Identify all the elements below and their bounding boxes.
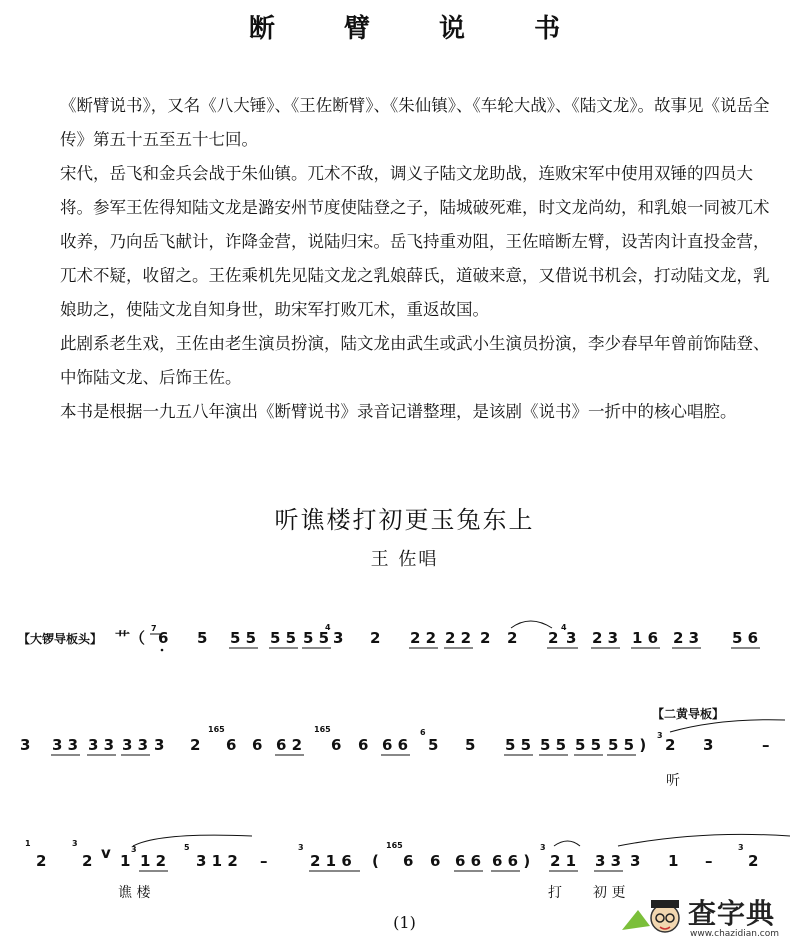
svg-text:2: 2 [665, 736, 676, 754]
svg-text:1: 1 [668, 852, 679, 870]
svg-text:6 6: 6 6 [382, 736, 409, 754]
svg-text:2: 2 [748, 852, 759, 870]
svg-text:6: 6 [358, 736, 369, 754]
svg-text:2 3: 2 3 [673, 629, 700, 647]
page-number: (1) [393, 913, 416, 932]
svg-text:3: 3 [657, 731, 663, 740]
paragraph-2: 宋代，岳飞和金兵会战于朱仙镇。兀术不敌，调义子陆文龙助战，连败宋军中使用双锤的四员大将。参军王佐得知陆文龙是潞安州节度使陆登之子，陆城破死难，时文龙尚幼，和乳娘一同被兀术收养，乃向岳飞献计，诈降金营，说陆归宋。岳飞持重劝阻，王佐暗断左臂，设苦肉计直投金营，兀术不疑，收留之。王佐乘机先见陆文龙之乳娘薛氏，道破来意，又借说书机会，打动陆文龙，乳娘助之，使陆文龙自知身世，助宋军打败兀术，重返故国。 [60, 164, 770, 319]
svg-text:6: 6 [331, 736, 342, 754]
svg-text:3: 3 [131, 845, 137, 854]
svg-text:6: 6 [158, 629, 169, 647]
svg-text:v: v [101, 844, 111, 862]
svg-text:165: 165 [386, 841, 403, 850]
svg-text:–: – [260, 852, 268, 870]
svg-text:3 1 2: 3 1 2 [196, 852, 238, 870]
page-title: 断 臂 说 书 [248, 14, 591, 44]
svg-text:2 1 6: 2 1 6 [310, 852, 352, 870]
paragraph-1: 《断臂说书》，又名《八大锤》、《王佐断臂》、《朱仙镇》、《车轮大战》、《陆文龙》。故事见《说岳全传》第五十五至五十七回。 [60, 96, 770, 149]
svg-text:2 2: 2 2 [445, 629, 472, 647]
svg-text:5: 5 [465, 736, 476, 754]
paragraph-3: 此剧系老生戏，王佐由老生演员扮演，陆文龙由武生或武小生演员扮演，李少春早年曾前饰陆登、中饰陆文龙、后饰王佐。 [60, 334, 770, 387]
svg-text:5 6: 5 6 [732, 629, 759, 647]
svg-text:6: 6 [226, 736, 237, 754]
svg-text:165: 165 [314, 725, 331, 734]
svg-text:2 2: 2 2 [410, 629, 437, 647]
svg-text:3: 3 [738, 843, 744, 852]
lyric-ting: 听 [666, 773, 680, 789]
svg-text:1 6: 1 6 [632, 629, 659, 647]
svg-text:3: 3 [72, 839, 78, 848]
svg-text:6: 6 [403, 852, 414, 870]
svg-text:2: 2 [548, 629, 559, 647]
lyric-da: 打 [548, 885, 562, 901]
svg-text:7: 7 [151, 624, 157, 633]
svg-text:6 6 ): 6 6 ) [492, 852, 531, 870]
svg-text:5 5 ): 5 5 ) [608, 736, 647, 754]
svg-text:2 3: 2 3 [592, 629, 619, 647]
song-title: 听谯楼打初更玉兔东上 [274, 506, 535, 534]
svg-text:4: 4 [325, 623, 331, 632]
svg-text:3: 3 [566, 629, 577, 647]
svg-text:6: 6 [430, 852, 441, 870]
svg-text:3: 3 [154, 736, 165, 754]
svg-text:5: 5 [197, 629, 208, 647]
svg-text:5 5: 5 5 [303, 629, 330, 647]
svg-text:3: 3 [298, 843, 304, 852]
watermark-url: www.chazidian.com [690, 929, 780, 939]
svg-text:5 5: 5 5 [575, 736, 602, 754]
svg-text:3: 3 [630, 852, 641, 870]
svg-text:3 3: 3 3 [88, 736, 115, 754]
svg-text:–: – [762, 736, 770, 754]
svg-text:3 3: 3 3 [595, 852, 622, 870]
svg-text:3 3: 3 3 [52, 736, 79, 754]
singer-credit: 王 佐唱 [370, 549, 439, 570]
score-line-2 [20, 706, 785, 789]
svg-text:3 3: 3 3 [122, 736, 149, 754]
svg-text:1: 1 [25, 839, 31, 848]
lyric-chugeng: 初 更 [593, 885, 626, 901]
watermark-text: 查字典 [688, 897, 776, 930]
svg-text:2: 2 [370, 629, 381, 647]
score-line-1 [18, 621, 760, 651]
line1-label: 【大锣导板头】 [18, 632, 103, 646]
svg-text:6 2: 6 2 [276, 736, 303, 754]
svg-text:2: 2 [190, 736, 201, 754]
svg-text:5 5: 5 5 [540, 736, 567, 754]
svg-text:1 2: 1 2 [140, 852, 167, 870]
svg-text:5 5: 5 5 [230, 629, 257, 647]
svg-text:(: ( [372, 852, 379, 870]
svg-text:3: 3 [333, 629, 344, 647]
line2-label: 【二黄导板】 [652, 707, 725, 721]
svg-text:5: 5 [428, 736, 439, 754]
line1-symbol: 艹（ [115, 629, 146, 647]
svg-text:3: 3 [540, 843, 546, 852]
svg-text:1: 1 [120, 852, 131, 870]
svg-text:6: 6 [252, 736, 263, 754]
svg-text:2: 2 [36, 852, 47, 870]
paragraph-4: 本书是根据一九五八年演出《断臂说书》录音记谱整理，是该剧《说书》一折中的核心唱腔。 [60, 402, 737, 421]
svg-text:2: 2 [507, 629, 518, 647]
svg-text:6: 6 [420, 728, 426, 737]
svg-text:5: 5 [184, 843, 190, 852]
lyric-qiaolou: 谯 楼 [118, 885, 151, 901]
svg-text:5 5: 5 5 [505, 736, 532, 754]
svg-text:2: 2 [82, 852, 93, 870]
svg-text:6 6: 6 6 [455, 852, 482, 870]
svg-text:165: 165 [208, 725, 225, 734]
svg-text:4: 4 [561, 623, 567, 632]
svg-text:–: – [705, 852, 713, 870]
svg-text:3: 3 [703, 736, 714, 754]
svg-text:2: 2 [480, 629, 491, 647]
svg-text:2 1: 2 1 [550, 852, 577, 870]
svg-text:5 5: 5 5 [270, 629, 297, 647]
svg-text:3: 3 [20, 736, 31, 754]
